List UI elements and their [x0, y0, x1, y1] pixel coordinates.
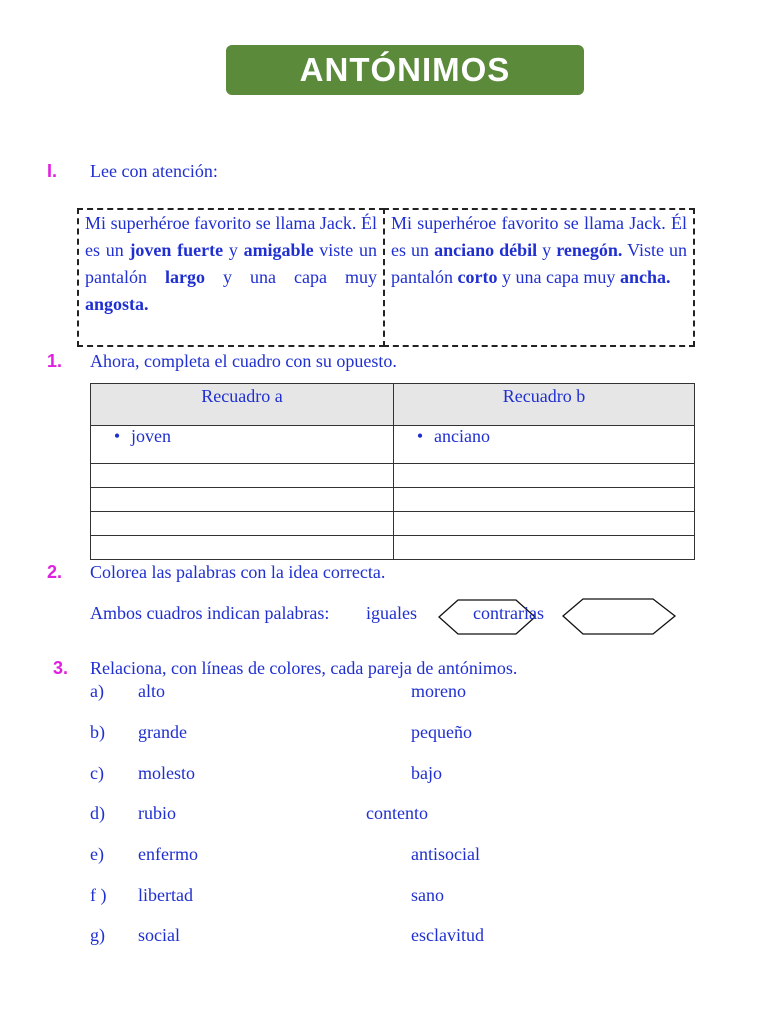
pair-letter: g) [90, 925, 105, 945]
section-1-marker: 1. [47, 351, 63, 371]
story-a-word: fuerte [177, 240, 224, 260]
story-a-text: viste un pantalón [85, 240, 377, 287]
pair-right-word[interactable]: esclavitud [411, 925, 484, 945]
table-cell[interactable] [394, 426, 695, 464]
cell-text: joven [131, 426, 171, 446]
pair-left-word[interactable]: libertad [138, 885, 193, 905]
story-b-word: anciano [434, 240, 495, 260]
table-row [91, 536, 695, 560]
pair-right-word[interactable]: moreno [411, 681, 466, 701]
title-banner [226, 45, 584, 95]
antonym-table [90, 383, 695, 560]
pair-right-word[interactable]: pequeño [411, 722, 472, 742]
pair-right-word[interactable]: bajo [411, 763, 442, 783]
page-title: ANTÓNIMOS [299, 51, 511, 88]
story-b-word: ancha. [619, 267, 671, 287]
table-cell[interactable] [394, 512, 695, 536]
table-cell[interactable] [394, 536, 695, 560]
pair-right-word[interactable]: contento [366, 803, 428, 823]
section-3-marker: 3. [53, 658, 69, 678]
section-3-instruction: Relaciona, con líneas de colores, cada pareja de antónimos. [90, 658, 518, 678]
pair-letter: a) [90, 681, 104, 701]
table-header-a: Recuadro a [91, 384, 394, 426]
story-b-text: y [537, 240, 557, 260]
table-cell[interactable] [394, 464, 695, 488]
table-cell[interactable] [91, 464, 394, 488]
section-i-marker: I. [47, 161, 58, 181]
table-row [91, 464, 695, 488]
story-box-b [383, 208, 695, 347]
pair-letter: f ) [90, 885, 107, 905]
pair-right-word[interactable]: antisocial [411, 844, 480, 864]
story-b-word: corto [457, 267, 498, 287]
pair-letter: d) [90, 803, 105, 823]
story-a-text: Mi superhéroe favorito se llama Jack. Él es un [85, 213, 377, 260]
story-a-word: joven [129, 240, 172, 260]
option-contrarias[interactable]: contrarias [473, 603, 544, 623]
table-cell[interactable] [91, 426, 394, 464]
story-b-text: Viste un pantalón [391, 240, 688, 287]
pair-left-word[interactable]: social [138, 925, 180, 945]
story-b-word: débil [499, 240, 538, 260]
section-2-marker: 2. [47, 562, 63, 582]
story-b-text: Mi superhéroe favorito se llama Jack. Él es un [391, 213, 687, 260]
section-2-instruction: Colorea las palabras con la idea correcta. [90, 562, 386, 582]
story-a-text: y [223, 240, 244, 260]
pair-letter: c) [90, 763, 104, 783]
story-a-word: angosta. [85, 294, 149, 314]
table-header-b: Recuadro b [394, 384, 695, 426]
section-2-prompt: Ambos cuadros indican palabras: [90, 603, 330, 623]
bullet-icon: • [416, 426, 424, 446]
story-a-word: largo [165, 267, 205, 287]
pair-left-word[interactable]: grande [138, 722, 187, 742]
table-header-row [91, 384, 695, 426]
hexagon-shape-contrarias[interactable] [561, 598, 677, 636]
table-cell[interactable] [91, 488, 394, 512]
story-b-text: y una capa muy [497, 267, 620, 287]
pair-letter: b) [90, 722, 105, 742]
table-row [91, 488, 695, 512]
story-b-word: renegón. [556, 240, 623, 260]
pair-right-word[interactable]: sano [411, 885, 444, 905]
pair-left-word[interactable]: alto [138, 681, 165, 701]
table-row [91, 512, 695, 536]
section-1-instruction: Ahora, completa el cuadro con su opuesto. [90, 351, 397, 371]
story-a-word: amigable [243, 240, 314, 260]
table-cell[interactable] [91, 512, 394, 536]
story-box-a [77, 208, 385, 347]
bullet-icon: • [113, 426, 121, 446]
pair-left-word[interactable]: molesto [138, 763, 195, 783]
cell-text: anciano [434, 426, 490, 446]
option-iguales[interactable]: iguales [366, 603, 417, 623]
table-row [91, 426, 695, 464]
pair-letter: e) [90, 844, 104, 864]
story-a-text: y una capa muy [205, 267, 377, 287]
table-cell[interactable] [394, 488, 695, 512]
pair-left-word[interactable]: rubio [138, 803, 176, 823]
section-i-instruction: Lee con atención: [90, 161, 218, 181]
pair-left-word[interactable]: enfermo [138, 844, 198, 864]
table-cell[interactable] [91, 536, 394, 560]
